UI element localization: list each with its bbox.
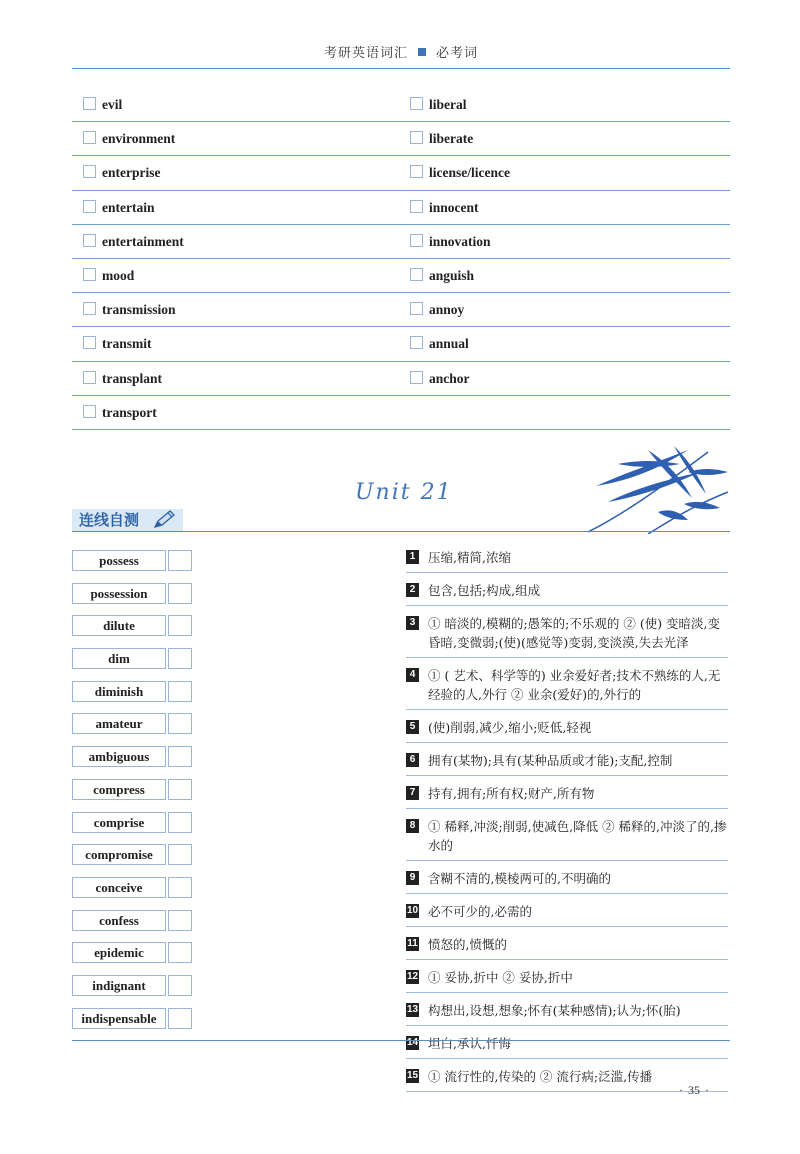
checkbox-icon[interactable]	[83, 165, 96, 178]
definition-text: ① 流行性的,传染的 ② 流行病;泛滥,传播	[428, 1069, 653, 1084]
definition-item	[406, 546, 728, 573]
checkbox-icon[interactable]	[410, 302, 423, 315]
definition-item	[406, 612, 728, 658]
word-box: indispensable	[72, 1008, 166, 1029]
vocab-row	[72, 156, 730, 190]
word-box: possession	[72, 583, 166, 604]
answer-box[interactable]	[168, 1008, 192, 1029]
checkbox-icon[interactable]	[410, 336, 423, 349]
word-box: diminish	[72, 681, 166, 702]
definition-list	[406, 546, 728, 1098]
definition-item	[406, 933, 728, 960]
checkbox-icon[interactable]	[83, 405, 96, 418]
word-box: dilute	[72, 615, 166, 636]
vocab-item[interactable]: evil	[83, 97, 122, 113]
checkbox-icon[interactable]	[83, 234, 96, 247]
word-box: ambiguous	[72, 746, 166, 767]
definition-item	[406, 999, 728, 1026]
vocab-item[interactable]: entertain	[83, 200, 154, 216]
definition-item	[406, 966, 728, 993]
vocab-item[interactable]: entertainment	[83, 234, 184, 250]
word-box: compress	[72, 779, 166, 800]
checkbox-icon[interactable]	[410, 200, 423, 213]
definition-text: 包含,包括;构成,组成	[428, 583, 541, 598]
definition-text: 含糊不清的,模棱两可的,不明确的	[428, 871, 611, 886]
definition-item	[406, 579, 728, 606]
definition-text: 拥有(某物);具有(某种品质或才能);支配,控制	[428, 753, 673, 768]
section-divider	[72, 531, 730, 532]
checkbox-icon[interactable]	[410, 165, 423, 178]
answer-box[interactable]	[168, 615, 192, 636]
vocab-row	[72, 191, 730, 225]
vocab-item[interactable]: environment	[83, 131, 175, 147]
word-box: comprise	[72, 812, 166, 833]
vocab-item[interactable]: liberate	[410, 131, 473, 147]
word-box: conceive	[72, 877, 166, 898]
definition-text: 愤怒的,愤慨的	[428, 937, 507, 952]
definition-text: 压缩,精简,浓缩	[428, 550, 511, 565]
definition-text: 持有,拥有;所有权;财产,所有物	[428, 786, 595, 801]
definition-number: 8	[406, 819, 419, 833]
answer-box[interactable]	[168, 910, 192, 931]
definition-text: ① 妥协,折中 ② 妥协,折中	[428, 970, 573, 985]
vocab-item[interactable]: transport	[83, 405, 157, 421]
vocab-row	[72, 259, 730, 293]
answer-box[interactable]	[168, 746, 192, 767]
checkbox-icon[interactable]	[410, 131, 423, 144]
definition-item	[406, 815, 728, 861]
vocab-checklist	[72, 88, 730, 430]
checkbox-icon[interactable]	[83, 268, 96, 281]
vocab-row	[72, 122, 730, 156]
answer-box[interactable]	[168, 583, 192, 604]
definition-text: 坦白,承认,忏悔	[428, 1036, 511, 1051]
definition-text: 构想出,设想,想象;怀有(某种感情);认为;怀(胎)	[428, 1003, 681, 1018]
definition-number: 15	[406, 1070, 419, 1081]
vocab-item[interactable]: liberal	[410, 97, 467, 113]
vocab-item[interactable]: anchor	[410, 371, 470, 387]
definition-text: ① ( 艺术、科学等的) 业余爱好者;技术不熟练的人,无经验的人,外行 ② 业余(爱好)的,外行的	[428, 668, 721, 702]
definition-text: ① 暗淡的,模糊的;愚笨的;不乐观的 ② (使) 变暗淡,变昏暗,变微弱;(使)(感觉等)变弱,变淡漠,失去光泽	[428, 616, 721, 650]
book-title: 考研英语词汇	[323, 46, 408, 61]
bottom-divider	[72, 1040, 730, 1041]
definition-number: 14	[406, 1037, 419, 1048]
answer-box[interactable]	[168, 779, 192, 800]
answer-box[interactable]	[168, 844, 192, 865]
definition-item	[406, 867, 728, 894]
section-label: 连线自测	[72, 509, 183, 531]
vocab-item[interactable]: mood	[83, 268, 134, 284]
checkbox-icon[interactable]	[410, 97, 423, 110]
word-box: epidemic	[72, 942, 166, 963]
section-subtitle: 必考词	[436, 46, 479, 61]
definition-text: (使)削弱,减少,缩小;贬低,轻视	[428, 720, 592, 735]
answer-box[interactable]	[168, 681, 192, 702]
definition-number: 3	[406, 616, 419, 630]
vocab-item[interactable]: annoy	[410, 302, 464, 318]
vocab-item[interactable]: transmission	[83, 302, 176, 318]
answer-box[interactable]	[168, 975, 192, 996]
vocab-item[interactable]: innocent	[410, 200, 479, 216]
page-number: · 35 ·	[679, 1083, 709, 1097]
definition-number: 5	[406, 720, 419, 734]
vocab-item[interactable]: license/licence	[410, 165, 510, 181]
word-box: compromise	[72, 844, 166, 865]
answer-box[interactable]	[168, 942, 192, 963]
definition-number: 2	[406, 583, 419, 597]
vocab-item[interactable]: transmit	[83, 336, 152, 352]
vocab-row	[72, 293, 730, 327]
definition-number: 9	[406, 871, 419, 885]
page-header	[72, 42, 730, 69]
vocab-row	[72, 396, 730, 430]
checkbox-icon[interactable]	[83, 336, 96, 349]
definition-text: ① 稀释,冲淡;削弱,使减色,降低 ② 稀释的,冲淡了的,掺水的	[428, 819, 727, 853]
definition-item	[406, 782, 728, 809]
definition-item	[406, 716, 728, 743]
word-box: confess	[72, 910, 166, 931]
checkbox-icon[interactable]	[410, 234, 423, 247]
definition-item	[406, 664, 728, 710]
square-bullet-icon	[418, 48, 426, 56]
vocab-item[interactable]: enterprise	[83, 165, 160, 181]
definition-item	[406, 900, 728, 927]
checkbox-icon[interactable]	[410, 371, 423, 384]
definition-text: 必不可少的,必需的	[428, 904, 532, 919]
vocab-item[interactable]: annual	[410, 336, 469, 352]
definition-item	[406, 749, 728, 776]
answer-box[interactable]	[168, 550, 192, 571]
answer-box[interactable]	[168, 648, 192, 669]
vocab-row	[72, 327, 730, 361]
vocab-row	[72, 362, 730, 396]
vocab-item[interactable]: innovation	[410, 234, 491, 250]
definition-number: 11	[407, 938, 418, 949]
definition-number: 12	[406, 971, 419, 982]
vocab-row	[72, 88, 730, 122]
definition-number: 6	[406, 753, 419, 767]
checkbox-icon[interactable]	[83, 371, 96, 384]
pencil-icon	[152, 510, 176, 530]
answer-box[interactable]	[168, 812, 192, 833]
checkbox-icon[interactable]	[410, 268, 423, 281]
unit-title: Unit 21	[355, 480, 453, 505]
definition-item	[406, 1032, 728, 1059]
vocab-item[interactable]: transplant	[83, 371, 162, 387]
checkbox-icon[interactable]	[83, 97, 96, 110]
checkbox-icon[interactable]	[83, 131, 96, 144]
checkbox-icon[interactable]	[83, 302, 96, 315]
definition-number: 7	[406, 786, 419, 800]
answer-box[interactable]	[168, 877, 192, 898]
answer-box[interactable]	[168, 713, 192, 734]
definition-number: 4	[406, 668, 419, 682]
checkbox-icon[interactable]	[83, 200, 96, 213]
word-box: dim	[72, 648, 166, 669]
definition-number: 13	[406, 1004, 419, 1015]
word-box: indignant	[72, 975, 166, 996]
vocab-item[interactable]: anguish	[410, 268, 474, 284]
word-box: possess	[72, 550, 166, 571]
vocab-row	[72, 225, 730, 259]
bamboo-decoration-icon	[588, 442, 730, 534]
word-box: amateur	[72, 713, 166, 734]
definition-number: 10	[406, 905, 419, 916]
definition-number: 1	[406, 550, 419, 564]
